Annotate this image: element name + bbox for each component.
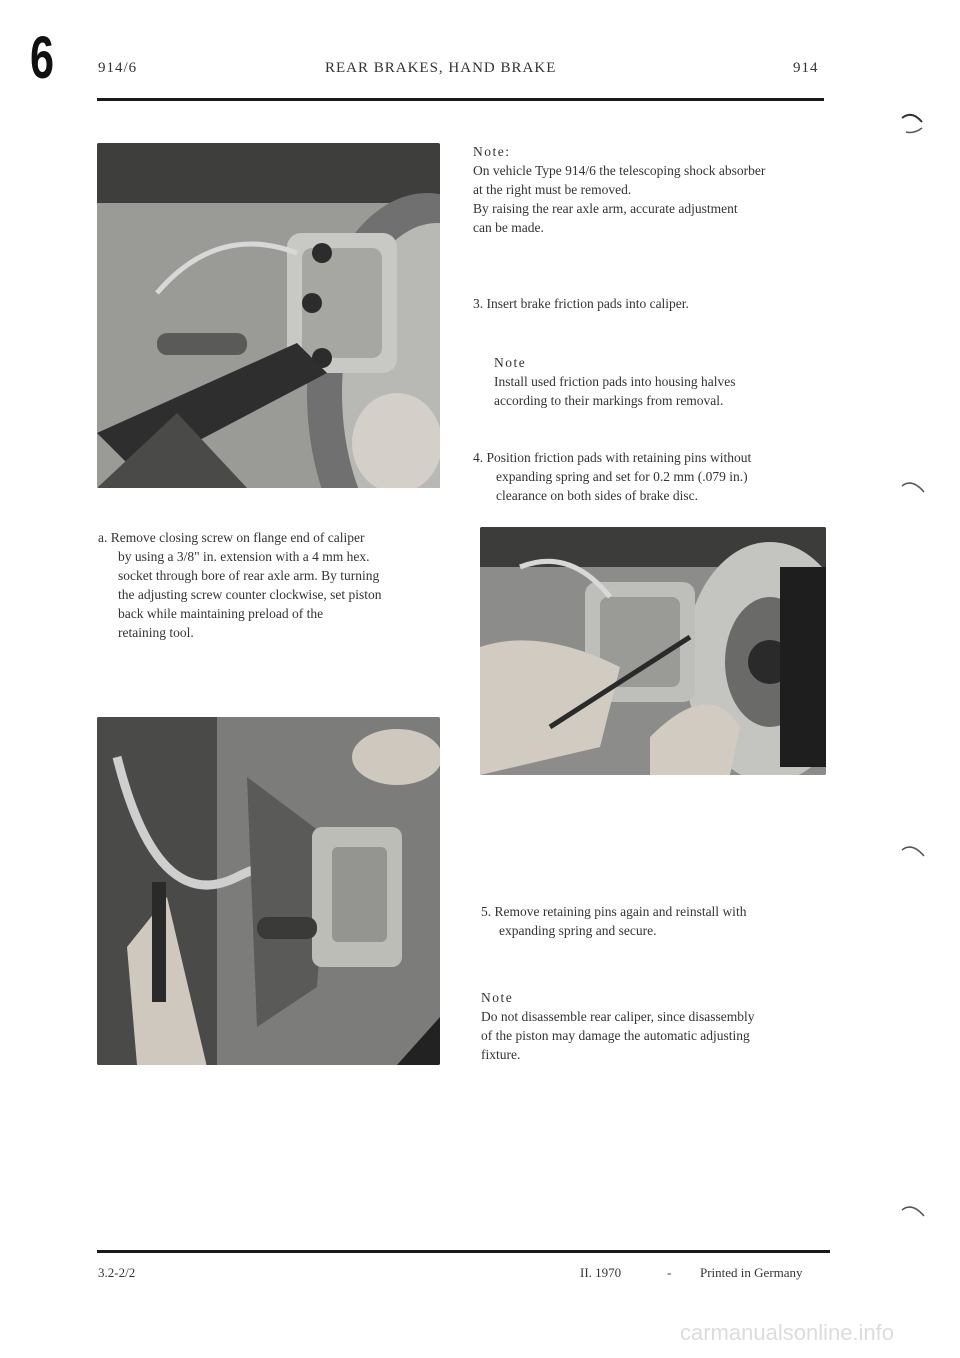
- note2-block: [494, 353, 834, 410]
- binder-mark-icon: [900, 110, 926, 134]
- step-a-line: retaining tool.: [118, 625, 194, 640]
- step-a-line: socket through bore of rear axle arm. By turning: [118, 568, 380, 583]
- step5-line: expanding spring and secure.: [499, 923, 657, 938]
- step5-line: 5. Remove retaining pins again and reinstall with: [481, 904, 747, 919]
- step3-text: 3. Insert brake friction pads into caliper.: [473, 296, 689, 311]
- note1-line: By raising the rear axle arm, accurate adjustment: [473, 201, 738, 216]
- note1-title: Note:: [473, 144, 511, 159]
- note3-line: fixture.: [481, 1047, 521, 1062]
- step4-line: clearance on both sides of brake disc.: [496, 488, 699, 503]
- photo-icon: [97, 143, 440, 488]
- step-a-line: back while maintaining preload of the: [118, 606, 324, 621]
- step4-text: [473, 448, 843, 505]
- step-a-line: the adjusting screw counter clockwise, set piston: [118, 587, 382, 602]
- photo-icon: [97, 717, 440, 1065]
- note3-line: Do not disassemble rear caliper, since disassembly: [481, 1009, 755, 1024]
- note2-line: according to their markings from removal.: [494, 393, 724, 408]
- footer-rule: [97, 1250, 830, 1253]
- step-a-text: [98, 528, 458, 642]
- note3-title: Note: [481, 990, 514, 1005]
- note1-line: can be made.: [473, 220, 544, 235]
- note1-line: at the right must be removed.: [473, 182, 632, 197]
- photo-icon: [480, 527, 826, 775]
- header-model: 914: [793, 60, 819, 76]
- section-number: 6: [30, 24, 55, 91]
- binder-mark-icon: [900, 478, 926, 498]
- binder-mark-icon: [900, 842, 926, 862]
- photo-feeler-gauge-clearance: [480, 527, 826, 775]
- note1-line: On vehicle Type 914/6 the telescoping shock absorber: [473, 163, 766, 178]
- header-model-code: 914/6: [98, 60, 138, 76]
- note2-line: Install used friction pads into housing halves: [494, 374, 736, 389]
- note2-title: Note: [494, 355, 527, 370]
- header-rule: [97, 98, 824, 101]
- note3-line: of the piston may damage the automatic adjusting: [481, 1028, 750, 1043]
- step-a-line: by using a 3/8" in. extension with a 4 mm hex.: [118, 549, 370, 564]
- footer-separator: -: [667, 1265, 672, 1280]
- step-a-line: a. Remove closing screw on flange end of caliper: [98, 530, 365, 545]
- photo-caliper-retaining-tool: [97, 143, 440, 488]
- watermark: carmanualsonline.info: [680, 1320, 895, 1345]
- step4-line: expanding spring and set for 0.2 mm (.079 in.): [496, 469, 748, 484]
- note3-block: [481, 988, 841, 1064]
- step5-text: [481, 902, 841, 940]
- note1-block: [473, 142, 833, 237]
- footer-page-ref: 3.2-2/2: [98, 1265, 136, 1280]
- header-title: REAR BRAKES, HAND BRAKE: [325, 60, 557, 76]
- footer-printed: Printed in Germany: [700, 1265, 803, 1280]
- photo-hex-extension-adjustment: [97, 717, 440, 1065]
- footer-date: II. 1970: [580, 1265, 622, 1280]
- binder-mark-icon: [900, 1202, 926, 1222]
- step4-line: 4. Position friction pads with retaining pins without: [473, 450, 752, 465]
